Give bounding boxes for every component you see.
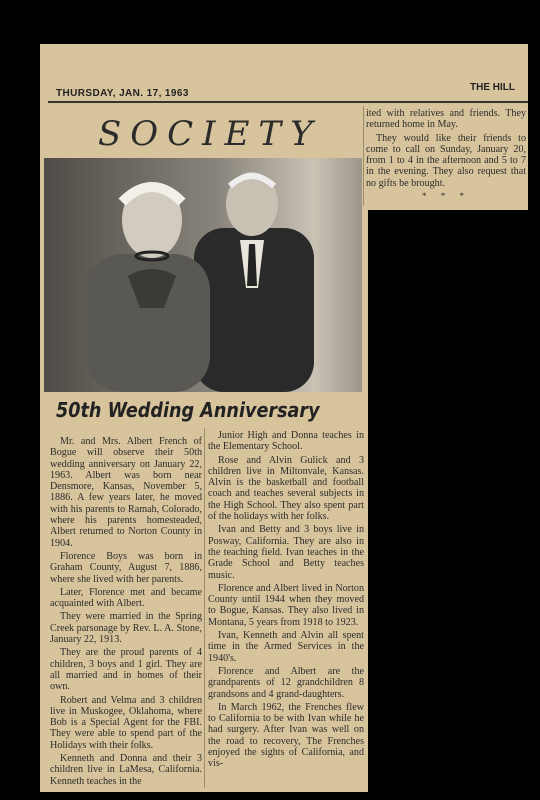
section-title: SOCIETY [98, 114, 322, 154]
paragraph: Ivan and Betty and 3 boys live in Posway, California. They are also in the teaching field. Ivan teaches in the Grade School and Betty teaches music. [208, 524, 364, 581]
header-rule [48, 101, 528, 103]
issue-date: THURSDAY, JAN. 17, 1963 [56, 88, 189, 99]
article-column-left [50, 436, 202, 789]
end-of-article-stars: * * * [422, 191, 470, 202]
paragraph: In March 1962, the Frenches flew to California to be with Ivan while he had surgery. After Ivan was well on the road to recovery, The Frenches enjoyed the sights of California, and vis- [208, 701, 364, 770]
paragraph: Ivan, Kenneth and Alvin all spent time in the Armed Services in the 1940's. [208, 630, 364, 664]
paragraph: Kenneth and Donna and their 3 children live in LaMesa, California. Kenneth teaches in the [50, 753, 202, 787]
paragraph: Florence Boys was born in Graham County, August 7, 1886, where she lived with her parents. [50, 550, 202, 585]
paragraph: Mr. and Mrs. Albert French of Bogue will observe their 50th wedding anniversary on January 22, 1963. Albert was born near Densmore, Kansas, November 5, 1886. A few years later, he moved with his parents to Ramah, Colorado, where his parents homesteaded, Albert returned to Norton County in 1904. [50, 436, 202, 549]
article-column-right [208, 430, 364, 772]
couple-photo-image [44, 158, 362, 392]
article-column-continuation [366, 108, 526, 202]
paragraph: Florence and Albert lived in Norton County until 1944 when they moved to Bogue, Kansas. They also lived in Montana, 5 years from 1918 to 1923. [208, 582, 364, 628]
paragraph: Florence and Albert are the grandparents of 12 grandchildren 8 grandsons and 4 grand-daughters. [208, 665, 364, 700]
paragraph: Robert and Velma and 3 children live in Muskogee, Oklahoma, where Bob is a Special Agent for the FBI. They were able to spend part of the Holidays with their folks. [50, 694, 202, 751]
couple-photo [44, 158, 362, 392]
paragraph: They were married in the Spring Creek parsonage by Rev. L. A. Stone, January 22, 1913. [50, 611, 202, 646]
column-divider-top [363, 106, 364, 206]
column-divider [204, 428, 205, 788]
article-headline: 50th Wedding Anniversary [56, 398, 320, 422]
paragraph: ited with relatives and friends. They returned home in May. [366, 108, 526, 131]
paragraph: They would like their friends to come to call on Sunday, January 20, from 1 to 4 in the afternoon and 5 to 7 in the evening. They also request that no gifts be brought. [366, 132, 526, 189]
paragraph: Rose and Alvin Gulick and 3 children live in Miltonvale, Kansas. Alvin is the basketball and football coach and teaches several subjects in the High School. They also spent part of the holidays with her folks. [208, 454, 364, 523]
paragraph: Junior High and Donna teaches in the Elementary School. [208, 430, 364, 453]
paragraph: They are the proud parents of 4 children, 3 boys and 1 girl. They are all married and in homes of their own. [50, 647, 202, 693]
paragraph: Later, Florence met and became acquainted with Albert. [50, 586, 202, 610]
newspaper-name: THE HILL [470, 82, 515, 93]
